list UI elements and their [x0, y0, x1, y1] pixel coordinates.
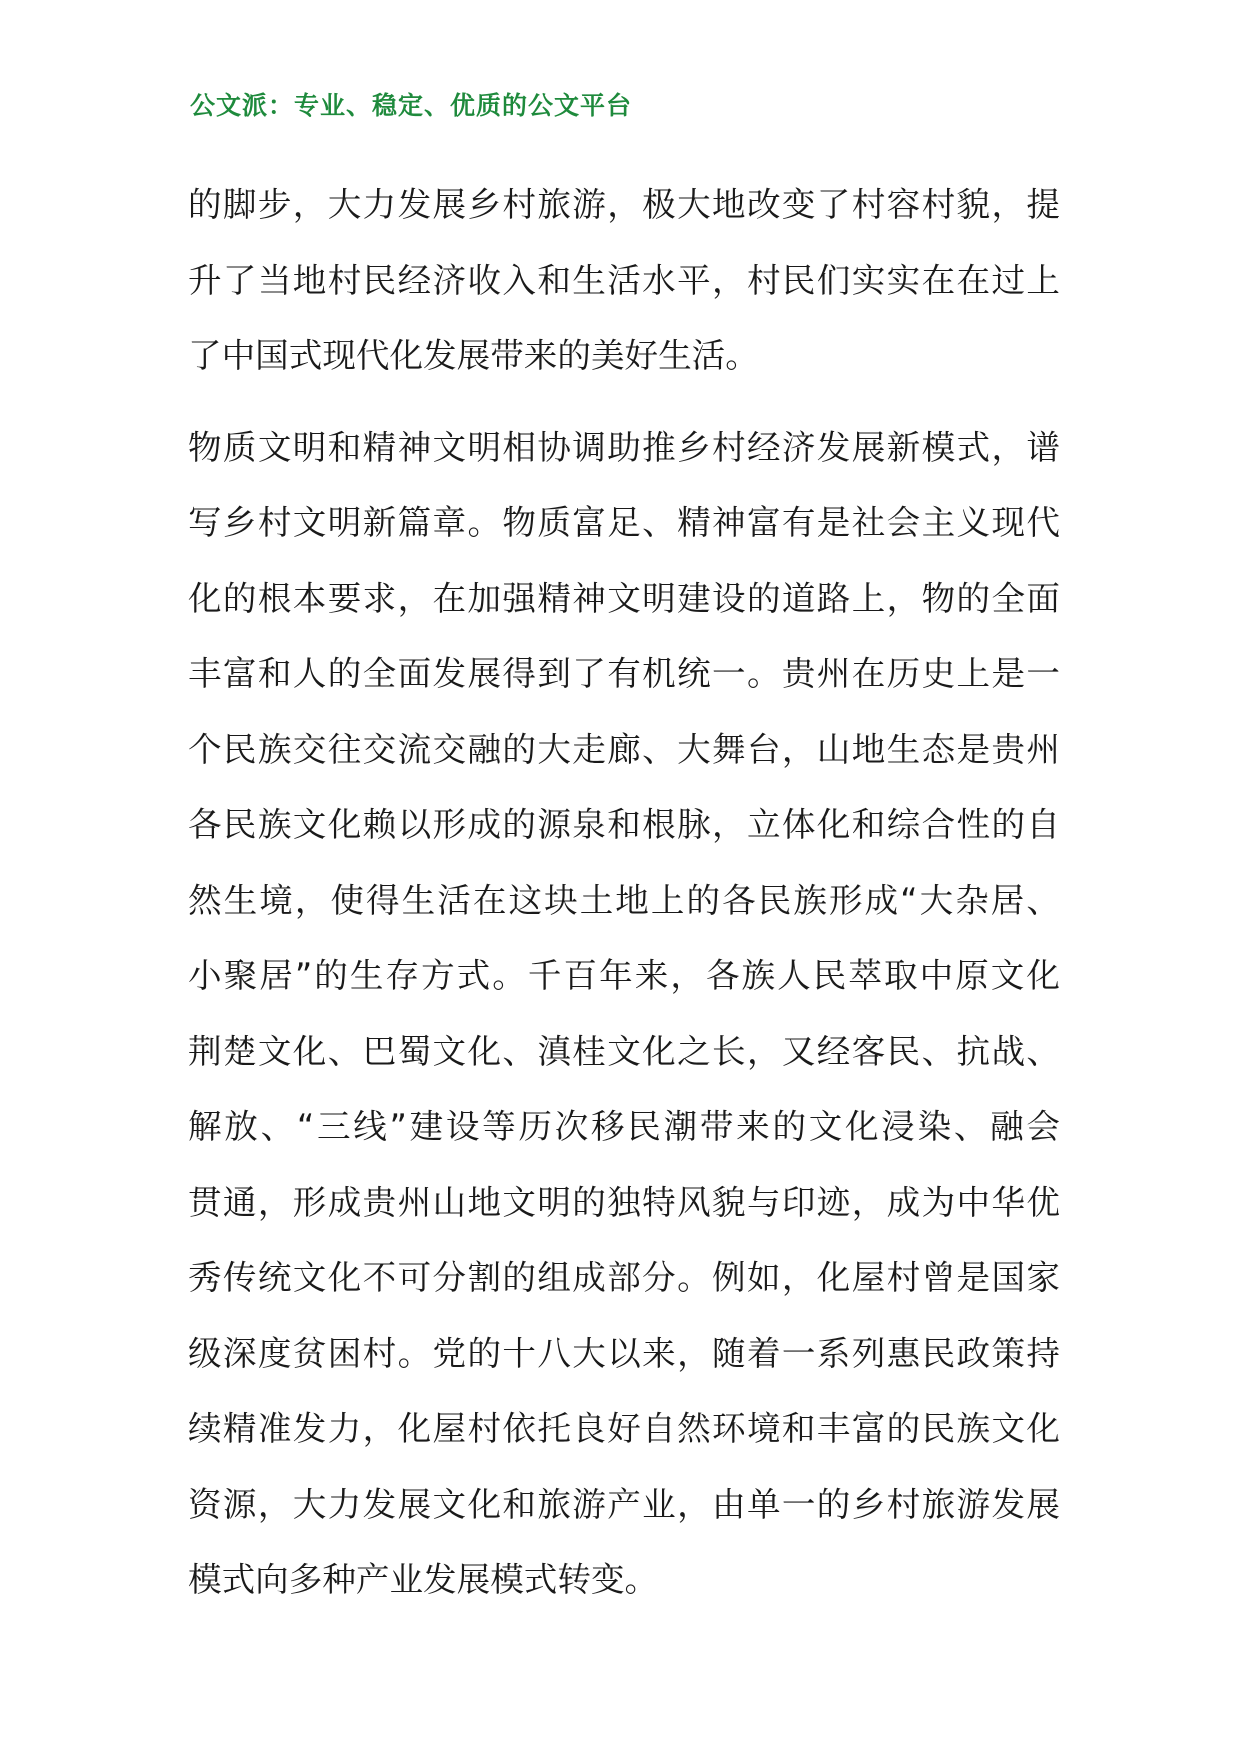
paragraph — [188, 410, 1060, 1618]
document-body — [188, 167, 1060, 1618]
text-line: 了中国式现代化发展带来的美好生活。 — [188, 336, 759, 375]
text-line: 模式向多种产业发展模式转变。 — [188, 1560, 659, 1599]
paragraph-gap — [188, 394, 1060, 410]
text-line: 秀传统文化不可分割的组成部分。例如，化屋村曾是国家 — [188, 1258, 1060, 1297]
text-line: 升了当地村民经济收入和生活水平，村民们实实在在过上 — [188, 260, 1060, 300]
text-line: 各民族文化赖以形成的源泉和根脉，立体化和综合性的自 — [188, 805, 1060, 844]
text-line: 贯通，形成贵州山地文明的独特风貌与印迹，成为中华优 — [188, 1182, 1060, 1222]
text-line: 化的根本要求，在加强精神文明建设的道路上，物的全面 — [188, 578, 1060, 618]
text-line: 的脚步，大力发展乡村旅游，极大地改变了村容村貌，提 — [188, 185, 1060, 224]
text-line: 物质文明和精神文明相协调助推乡村经济发展新模式，谱 — [188, 427, 1060, 467]
text-line: 资源，大力发展文化和旅游产业，由单一的乡村旅游发展 — [188, 1484, 1060, 1524]
text-line: 丰富和人的全面发展得到了有机统一。贵州在历史上是一 — [188, 654, 1060, 693]
text-line: 小聚居”的生存方式。千百年来，各族人民萃取中原文化 — [188, 956, 1060, 995]
header-title: 公文派：专业、稳定、优质的公文平台 — [190, 91, 633, 120]
text-line: 个民族交往交流交融的大走廊、大舞台，山地生态是贵州 — [188, 729, 1060, 769]
text-line: 然生境，使得生活在这块土地上的各民族形成“大杂居、 — [188, 880, 1060, 920]
text-line: 写乡村文明新篇章。物质富足、精神富有是社会主义现代 — [188, 503, 1060, 542]
paragraph — [188, 167, 1060, 394]
text-line: 荆楚文化、巴蜀文化、滇桂文化之长，又经客民、抗战、 — [188, 1031, 1060, 1071]
text-line: 续精准发力，化屋村依托良好自然环境和丰富的民族文化 — [188, 1409, 1060, 1448]
text-line: 解放、“三线”建设等历次移民潮带来的文化浸染、融会 — [188, 1107, 1060, 1146]
text-line: 级深度贫困村。党的十八大以来，随着一系列惠民政策持 — [188, 1333, 1060, 1373]
